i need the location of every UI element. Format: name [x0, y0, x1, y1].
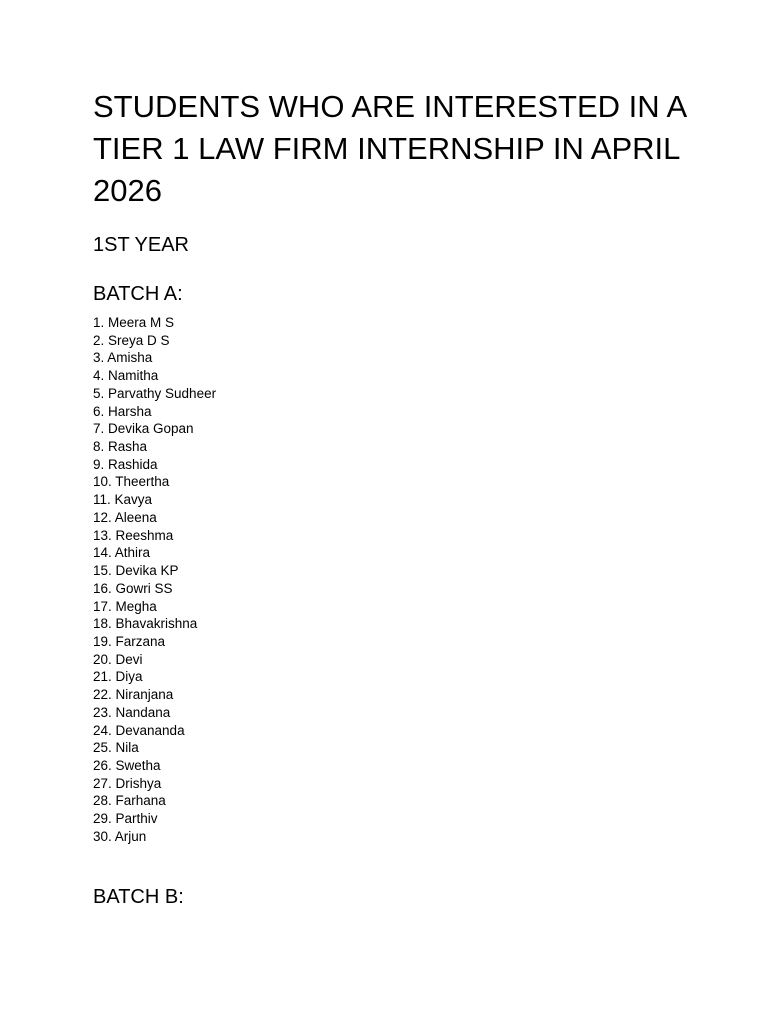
student-list-item: 3. Amisha [93, 350, 153, 366]
student-list-item: 17. Megha [93, 598, 157, 614]
student-list-item: 26. Swetha [93, 757, 161, 773]
student-list-item: 4. Namitha [93, 368, 159, 384]
student-list-item: 13. Reeshma [93, 527, 174, 543]
student-list-item: 19. Farzana [93, 633, 166, 649]
batch-b-heading: BATCH B: [93, 886, 184, 908]
student-list-item: 15. Devika KP [93, 563, 179, 579]
student-list-item: 2. Sreya D S [93, 332, 170, 348]
student-list-item: 5. Parvathy Sudheer [93, 385, 217, 401]
student-list-item: 30. Arjun [93, 828, 147, 844]
student-list-item: 18. Bhavakrishna [93, 616, 198, 632]
student-list-item: 12. Aleena [93, 509, 157, 525]
year-heading: 1ST YEAR [93, 234, 189, 256]
student-list-item: 22. Niranjana [93, 687, 174, 703]
student-list-item: 21. Diya [93, 669, 143, 685]
student-list-item: 20. Devi [93, 651, 143, 667]
batch-a-student-list [93, 314, 216, 846]
student-list-item: 29. Parthiv [93, 811, 158, 827]
student-list-item: 24. Devananda [93, 722, 185, 738]
student-list-item: 1. Meera M S [93, 315, 175, 330]
student-list-item: 9. Rashida [93, 456, 158, 472]
student-list-item: 25. Nila [93, 740, 139, 756]
student-list-item: 27. Drishya [93, 775, 162, 791]
student-list-item: 23. Nandana [93, 704, 171, 720]
document-title: STUDENTS WHO ARE INTERESTED IN A TIER 1 LAW FIRM INTERNSHIP IN APRIL 2026 [93, 89, 686, 208]
student-list-item: 8. Rasha [93, 439, 148, 455]
student-list-item: 11. Kavya [93, 492, 153, 508]
student-list-item: 28. Farhana [93, 793, 166, 809]
student-list-item: 10. Theertha [93, 474, 170, 490]
student-list-item: 6. Harsha [93, 403, 152, 419]
batch-a-heading: BATCH A: [93, 283, 183, 305]
student-list-item: 7. Devika Gopan [93, 421, 194, 437]
student-list-item: 14. Athira [93, 545, 151, 561]
student-list-item: 16. Gowri SS [93, 580, 173, 596]
